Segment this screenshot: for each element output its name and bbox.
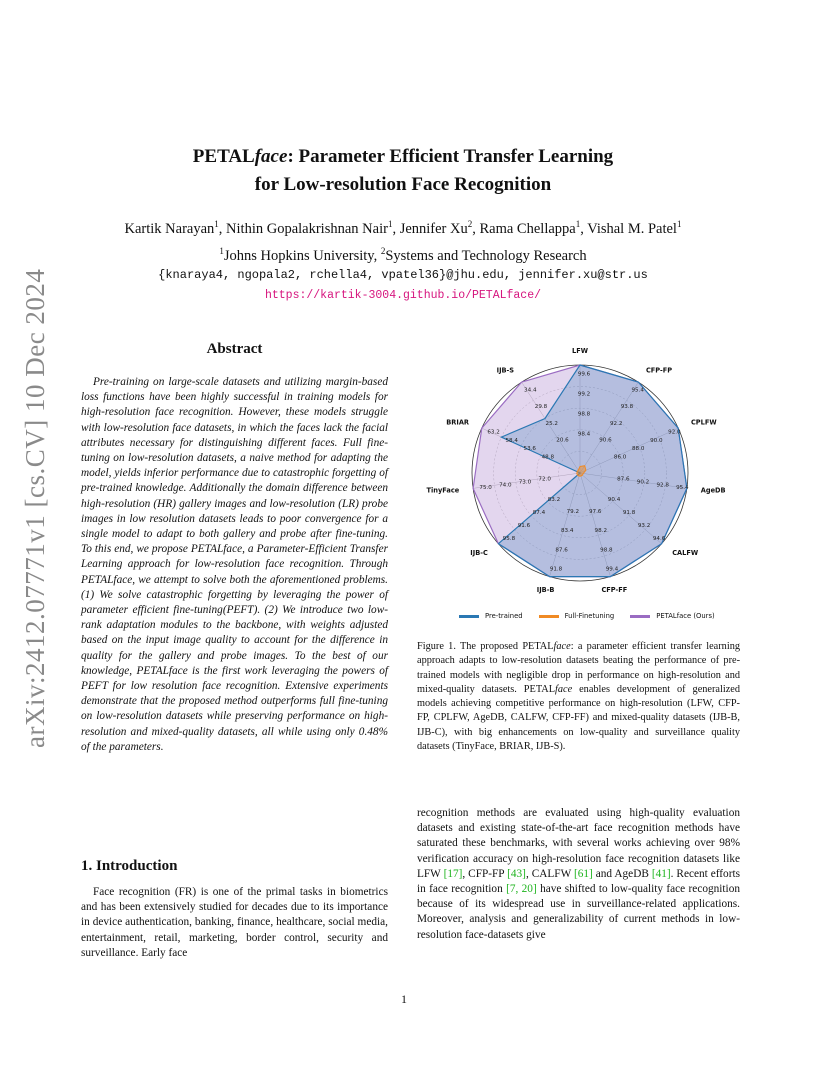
intro-text: Face recognition (FR) is one of the primal tasks in biometrics and has been extensively studied for decades due to its importance in device authentication, banking, finance, healthcare, social media, entertainment, retail, marketing, border control, security and surveillance. Early face (81, 886, 388, 959)
body-text: , CFP-FP (462, 867, 508, 880)
title-suffix: : Parameter Efficient Transfer Learning (287, 146, 614, 167)
value-label: 93.2 (637, 523, 651, 530)
affil-sup: 2 (380, 246, 386, 256)
axis-label: CPLFW (690, 418, 717, 427)
value-label: 86.0 (613, 454, 627, 461)
value-label: 75.0 (479, 485, 492, 492)
title-italic: face (254, 146, 288, 167)
body-text-right (417, 806, 740, 943)
value-label: 99.2 (577, 391, 591, 398)
title-line2: for Low-resolution Face Recognition (254, 174, 552, 195)
body-text: , CALFW (525, 867, 574, 880)
intro-heading: 1. Introduction (81, 858, 178, 874)
value-label: 90.6 (599, 437, 612, 444)
value-label: 79.2 (566, 509, 580, 516)
value-label: 92.2 (609, 420, 623, 427)
author-sup: 1 (575, 219, 581, 229)
legend-item (459, 612, 523, 620)
value-label: 90.2 (636, 479, 650, 486)
body-text: and AgeDB (592, 867, 652, 880)
value-label: 25.2 (545, 420, 559, 427)
value-label: 91.6 (517, 523, 531, 530)
value-label: 98.2 (594, 528, 608, 535)
value-label: 98.4 (577, 431, 591, 438)
page-number: 1 (401, 992, 407, 1006)
author-sup: 2 (467, 219, 473, 229)
value-label: 63.2 (487, 429, 500, 436)
author-list: Kartik Narayan$^1$, Nithin Gopalakrishnan Nair$^1$, Jennifer Xu$^2$, Rama Chellappa$^1$, Vishal M. Patel$^1$ (124, 219, 682, 237)
chart-legend (459, 612, 731, 620)
value-label: 90.0 (650, 437, 663, 444)
paper-title (120, 143, 686, 199)
affil-sup: 1 (219, 246, 224, 256)
value-label: 95.4 (631, 387, 644, 394)
axis-label: IJB-B (536, 586, 555, 595)
legend-item (539, 612, 615, 620)
value-label: 97.6 (588, 509, 602, 516)
title-prefix: PETAL (192, 146, 255, 167)
citation-link[interactable]: [7, 20] (506, 883, 537, 896)
legend-item (630, 612, 714, 620)
affiliations (60, 246, 746, 265)
abstract-text: Pre-training on large-scale datasets and utilizing margin-based loss functions have been highly successful in training models for high-resolution face recognition. However, these models struggle with low-resolution face datasets, in which the faces lack the facial attributes necessary for distinguishing different faces. Full fine-tuning on low-resolution datasets, a naive method for adapting the model, yields inferior performance due to catastrophic forgetting of pre-trained knowledge. Additionally the domain difference between high-resolution (HR) gallery images and low-resolution (LR) probe images in low resolution datasets leads to poor convergence for a single model to adapt to both gallery and probe after fine-tuning. To this end, we propose PETALface, a Parameter-Efficient Transfer Learning approach for low-resolution face recognition. Through PETALface, we attempt to solve both the aforementioned problems. (1) We solve catastrophic forgetting by leveraging the power of parameter efficient fine-tuning(PEFT). (2) We introduce two low-rank adaptation modules to the backbone, with weights adjusted based on the input image quality to account for the difference in quality for the gallery and probe images. To the best of our knowledge, PETALface is the first work leveraging the powers of PEFT for low resolution face recognition. Extensive experiments demonstrate that the proposed method outperforms full fine-tuning on low-resolution datasets while preserving performance on high-resolution and mixed-quality datasets, all while using only 0.48% of the parameters. (81, 376, 388, 753)
axis-label: AgeDB (700, 486, 726, 495)
value-label: 83.4 (560, 528, 574, 535)
caption-text: Figure 1. The proposed PETAL (417, 641, 554, 652)
radar-chart-svg (417, 338, 743, 608)
axis-label: CFP-FF (601, 586, 628, 595)
value-label: 48.8 (541, 454, 555, 461)
axis-label: CALFW (672, 548, 699, 557)
figure-caption (417, 640, 740, 754)
caption-italic: face (555, 683, 573, 695)
axis-label: IJB-S (496, 366, 515, 375)
axis-label: BRIAR (446, 418, 470, 427)
value-label: 93.8 (620, 404, 634, 411)
caption-italic: face (553, 641, 571, 652)
citation-link[interactable]: [17] (443, 867, 463, 880)
affiliation-2: Systems and Technology Research (385, 247, 587, 264)
value-label: 29.8 (534, 404, 548, 411)
body-text: recognition methods are evaluated using high-quality evaluation datasets and existing state-of-the-art face recognition methods have saturated these benchmarks, with several works achieving over 98% verification accuracy on high-resolution face recognition datasets like LFW (417, 807, 740, 880)
affiliation-1: Johns Hopkins University, (223, 247, 381, 264)
value-label: 99.4 (605, 566, 619, 573)
value-label: 73.0 (518, 479, 532, 486)
value-label: 90.4 (607, 497, 621, 504)
author: Vishal M. Patel (587, 220, 677, 237)
value-label: 87.4 (532, 510, 546, 517)
abstract-heading: Abstract (206, 341, 263, 357)
value-label: 34.4 (524, 387, 537, 394)
axis-label: TinyFace (426, 486, 460, 495)
value-label: 87.6 (555, 547, 568, 554)
author-sup: 1 (387, 219, 393, 229)
project-link[interactable]: https://kartik-3004.github.io/PETALface/ (264, 289, 542, 302)
value-label: 95.4 (676, 485, 689, 492)
legend-label: Pre-trained (485, 612, 523, 620)
axis-label: LFW (572, 347, 588, 355)
value-label: 94.6 (652, 536, 666, 543)
value-label: 53.6 (523, 446, 537, 453)
citation-link[interactable]: [41] (651, 867, 671, 880)
value-label: 92.8 (656, 482, 669, 489)
value-label: 74.0 (499, 482, 512, 489)
value-label: 91.8 (622, 510, 636, 517)
caption-text: enables development of generalized models achieving competitive performance on high-resolution (LFW, CFP-FP, CPLFW, AgeDB, CALFW, CFP-FF) and mixed-quality datasets (IJB-B, IJB-C), with big enhancements on low-quality and surveillance quality datasets (TinyFace, BRIAR, IJB-S). (417, 683, 740, 753)
value-label: 92.0 (668, 429, 681, 436)
author: Rama Chellappa (479, 220, 576, 237)
author-emails: {knaraya4, ngopala2, rchella4, vpatel36}@jhu.edu, jennifer.xu@str.us (158, 268, 648, 282)
value-label: 20.6 (556, 437, 569, 444)
axis-label: IJB-C (470, 548, 488, 557)
caption-text: : a parameter efficient transfer learning approach adapts to low-resolution datasets beating the performance of pre-trained models with negligible drop in performance on high-resolution and mixed-quality datasets. PETAL (417, 641, 740, 695)
citation-link[interactable]: [43] (507, 867, 526, 880)
author: Jennifer Xu (399, 220, 468, 237)
value-label: 99.6 (577, 371, 591, 378)
value-label: 91.8 (549, 566, 563, 573)
value-label: 83.2 (547, 497, 561, 504)
value-label: 98.8 (577, 411, 591, 418)
value-label: 58.4 (505, 437, 518, 444)
legend-label: PETALface (Ours) (656, 612, 715, 620)
arxiv-identifier: arXiv:2412.07771v1 [cs.CV] 10 Dec 2024 (20, 268, 50, 748)
radar-chart (417, 338, 743, 630)
value-label: 88.0 (631, 446, 645, 453)
value-label: 95.8 (502, 536, 516, 543)
body-text: have shifted to low-quality face recognition because of its widespread use in surveillance-related applications. Moreover, analysis and generalizability of current methods in low-resolution face-datasets give (417, 883, 740, 941)
citation-link[interactable]: [61] (573, 867, 593, 880)
author: Kartik Narayan (124, 220, 215, 237)
value-label: 72.0 (538, 476, 551, 483)
value-label: 87.6 (617, 476, 630, 483)
author: Nithin Gopalakrishnan Nair (226, 220, 388, 237)
legend-label: Full-Finetuning (564, 612, 615, 620)
author-sup: 1 (214, 219, 219, 229)
axis-label: CFP-FP (645, 366, 673, 375)
author-sup: 1 (676, 219, 682, 229)
body-text: . Recent efforts in face recognition (417, 867, 740, 896)
value-label: 98.8 (600, 547, 613, 554)
